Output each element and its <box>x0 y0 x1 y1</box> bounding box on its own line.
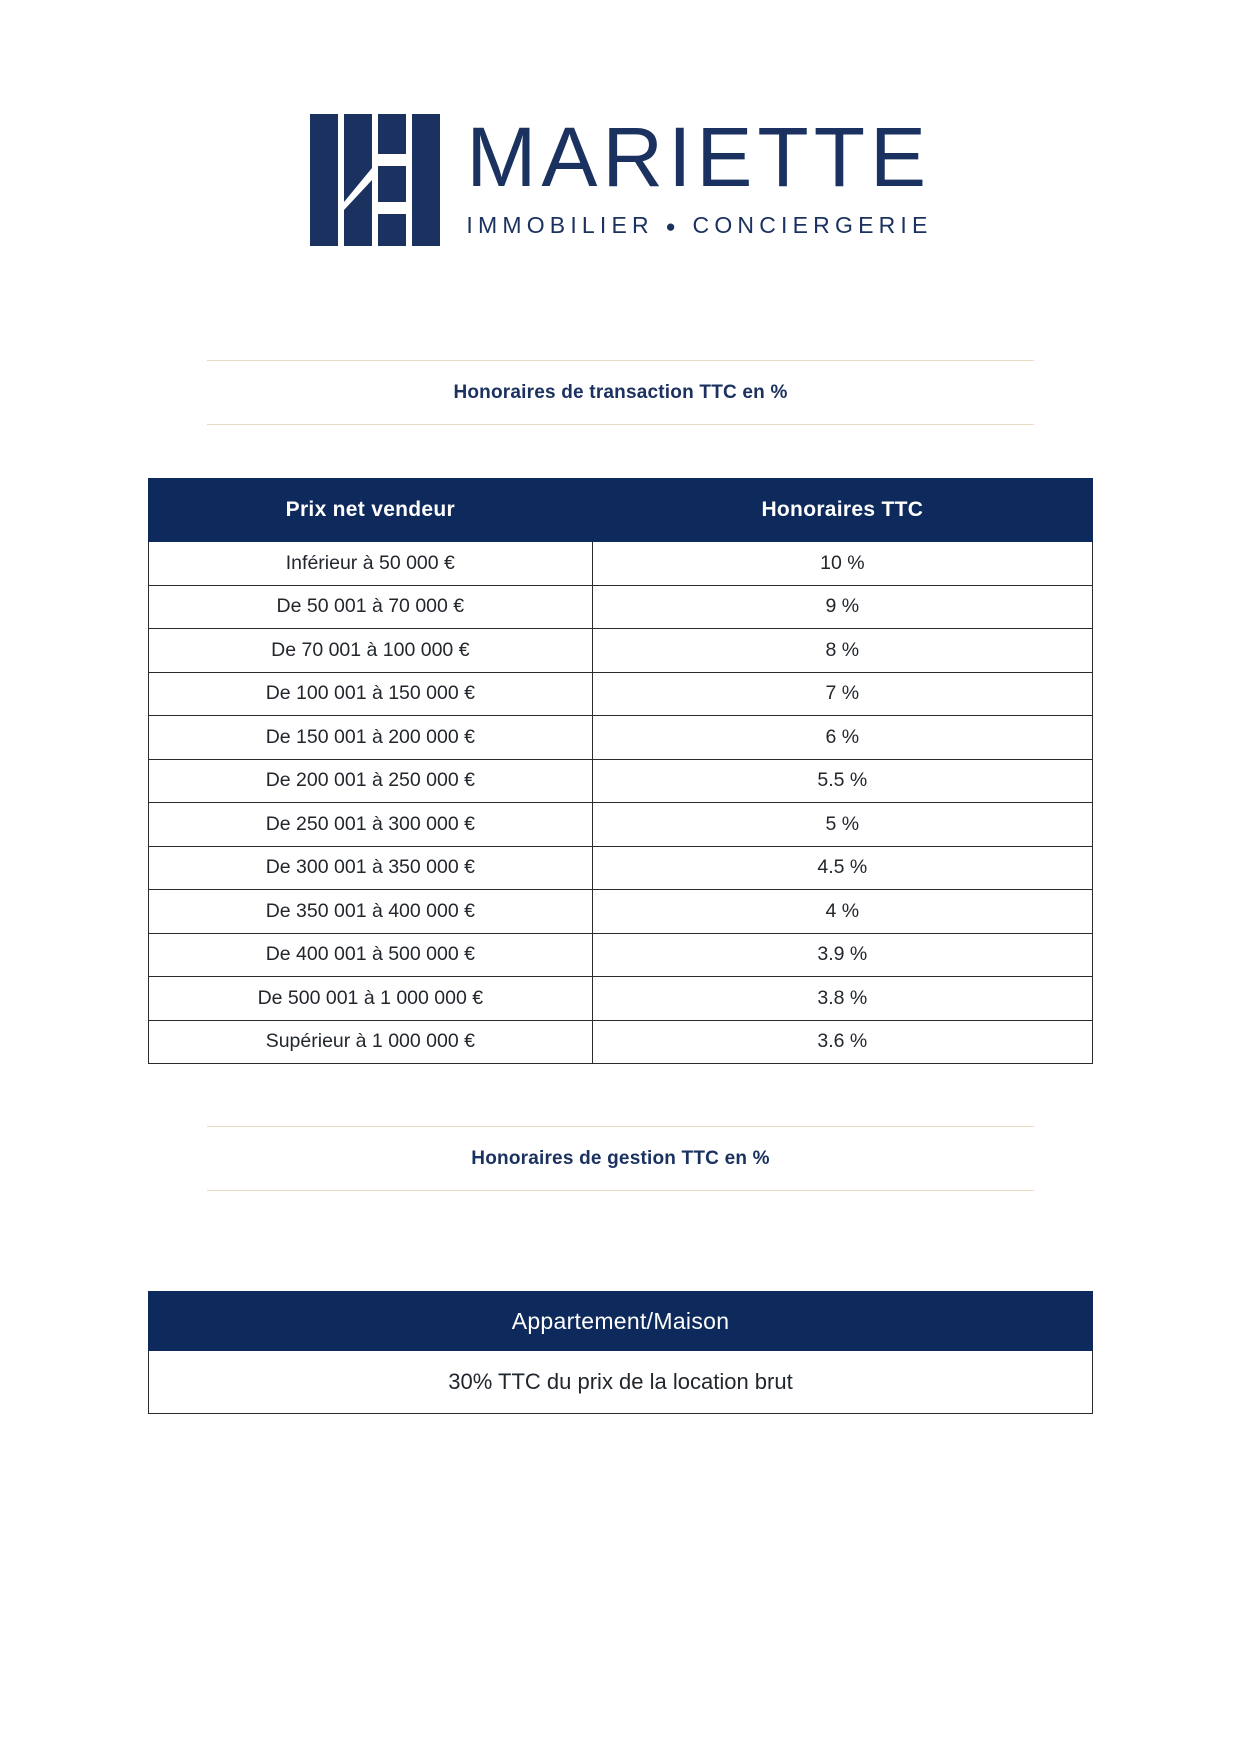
brand-logo <box>0 110 1241 250</box>
section-heading-transaction <box>207 360 1034 425</box>
table-row <box>149 803 1093 847</box>
table-row <box>149 846 1093 890</box>
cell-fee: 3.6 % <box>592 1020 1092 1064</box>
cell-fee: 4 % <box>592 890 1092 934</box>
cell-fee: 5.5 % <box>592 759 1092 803</box>
cell-price-range: De 400 001 à 500 000 € <box>149 933 593 977</box>
column-header-honoraires-ttc: Honoraires TTC <box>592 479 1092 542</box>
cell-fee: 8 % <box>592 629 1092 673</box>
divider-bottom <box>207 424 1034 425</box>
brand-tagline <box>466 212 932 239</box>
cell-fee: 7 % <box>592 672 1092 716</box>
column-header-prix-net-vendeur: Prix net vendeur <box>149 479 593 542</box>
cell-price-range: Supérieur à 1 000 000 € <box>149 1020 593 1064</box>
tagline-separator-dot: ● <box>665 217 681 237</box>
cell-fee: 3.9 % <box>592 933 1092 977</box>
table-row <box>149 759 1093 803</box>
cell-price-range: De 100 001 à 150 000 € <box>149 672 593 716</box>
cell-fee: 9 % <box>592 585 1092 629</box>
table-header-row <box>149 479 1093 542</box>
table-row <box>149 629 1093 673</box>
table-row <box>149 977 1093 1021</box>
tagline-conciergerie: CONCIERGERIE <box>692 212 933 239</box>
table-row <box>149 716 1093 760</box>
cell-fee: 6 % <box>592 716 1092 760</box>
brand-name: MARIETTE <box>466 110 932 204</box>
cell-price-range: De 50 001 à 70 000 € <box>149 585 593 629</box>
table-header-row <box>149 1292 1093 1351</box>
cell-price-range: De 350 001 à 400 000 € <box>149 890 593 934</box>
cell-price-range: De 150 001 à 200 000 € <box>149 716 593 760</box>
divider-bottom <box>207 1190 1034 1191</box>
table-row <box>149 890 1093 934</box>
cell-fee: 10 % <box>592 542 1092 586</box>
tagline-immobilier: IMMOBILIER <box>466 212 654 239</box>
table-row <box>149 1351 1093 1414</box>
table-row <box>149 933 1093 977</box>
cell-fee: 5 % <box>592 803 1092 847</box>
cell-price-range: De 250 001 à 300 000 € <box>149 803 593 847</box>
mariette-m-logo-icon <box>308 110 448 250</box>
transaction-fees-table <box>148 478 1093 1064</box>
cell-price-range: De 300 001 à 350 000 € <box>149 846 593 890</box>
table-row <box>149 585 1093 629</box>
cell-fee: 4.5 % <box>592 846 1092 890</box>
cell-gestion-fee: 30% TTC du prix de la location brut <box>149 1351 1093 1414</box>
cell-fee: 3.8 % <box>592 977 1092 1021</box>
cell-price-range: De 70 001 à 100 000 € <box>149 629 593 673</box>
table-row <box>149 672 1093 716</box>
cell-price-range: De 500 001 à 1 000 000 € <box>149 977 593 1021</box>
cell-price-range: Inférieur à 50 000 € <box>149 542 593 586</box>
section-title-transaction: Honoraires de transaction TTC en % <box>453 382 788 403</box>
column-header-appartement-maison: Appartement/Maison <box>149 1292 1093 1351</box>
table-row <box>149 542 1093 586</box>
section-heading-gestion <box>207 1126 1034 1191</box>
cell-price-range: De 200 001 à 250 000 € <box>149 759 593 803</box>
gestion-fees-table <box>148 1291 1093 1414</box>
table-row <box>149 1020 1093 1064</box>
section-title-gestion: Honoraires de gestion TTC en % <box>471 1148 770 1169</box>
